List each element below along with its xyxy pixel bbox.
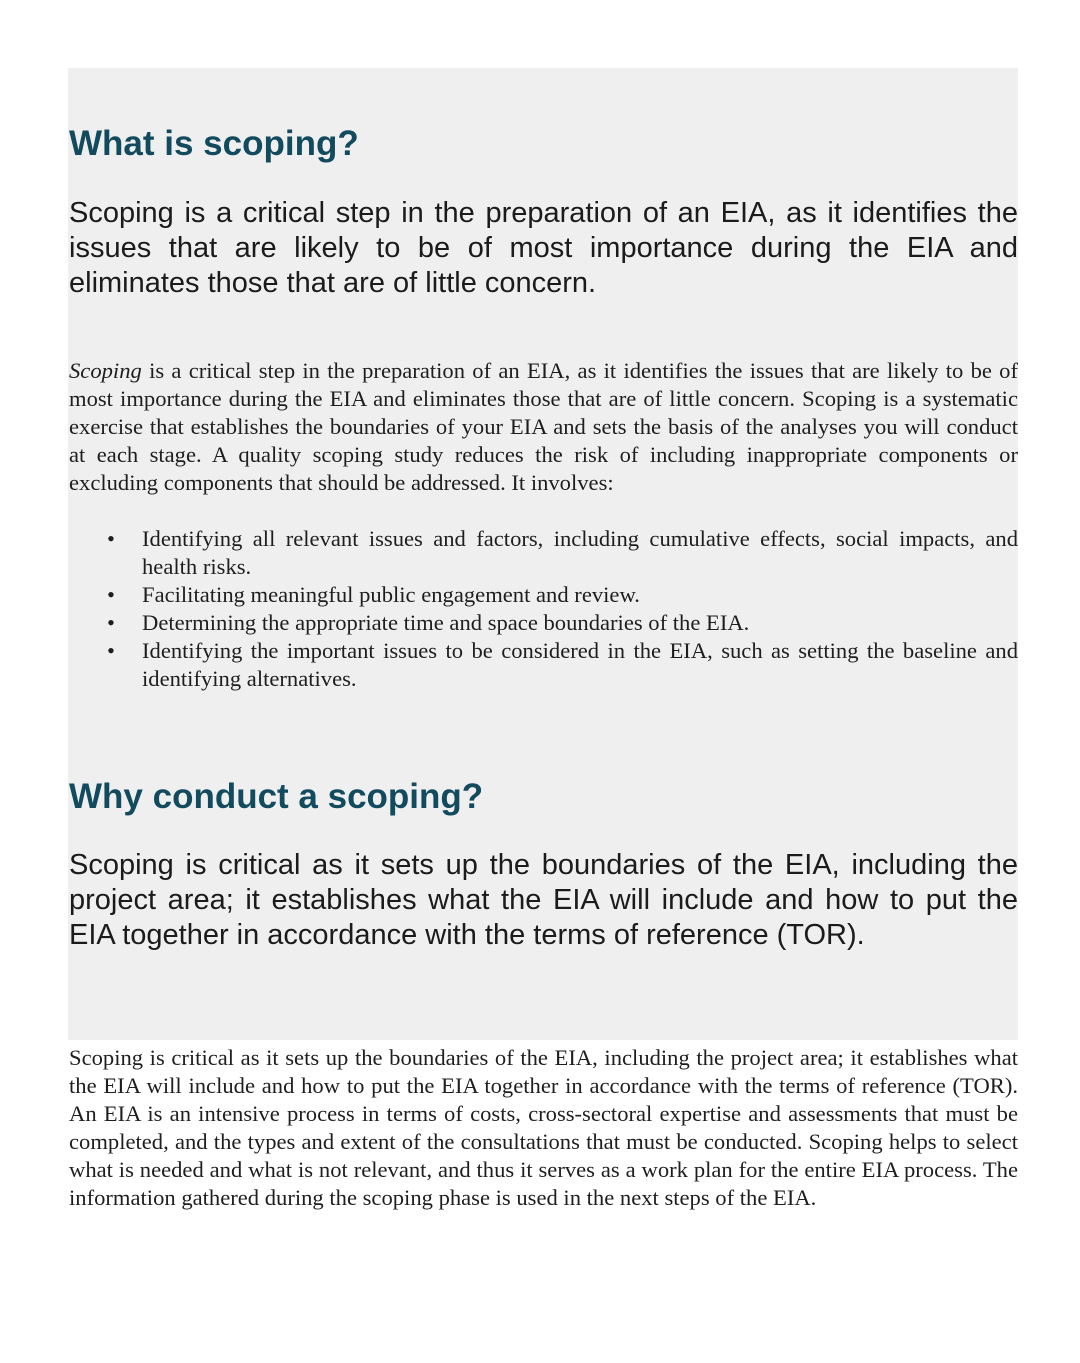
list-item-text: Determining the appropriate time and space boundaries of the EIA. <box>142 610 750 635</box>
summary-why-conduct-scoping: Scoping is critical as it sets up the boundaries of the EIA, including the project area; it establishes what the EIA will include and how to put the EIA together in accordance with the terms of reference (TOR). <box>69 849 1018 951</box>
list-item-text: Identifying all relevant issues and factors, including cumulative effects, social impacts, and health risks. <box>142 526 1018 579</box>
list-item <box>69 609 1018 637</box>
body-what-is-scoping <box>69 357 1018 497</box>
list-item <box>69 525 1018 581</box>
summary-what-is-scoping: Scoping is a critical step in the preparation of an EIA, as it identifies the issues that are likely to be of most importance during the EIA and eliminates those that are of little concern. <box>69 197 1018 299</box>
body-text-rest: is a critical step in the preparation of an EIA, as it identifies the issues that are likely to be of most importance during the EIA and eliminates those that are of little concern. Scoping is a systematic exercise that establishes the boundaries of your EIA and sets the basis of the analyses you will conduct at each stage. A quality scoping study reduces the risk of including inappropriate components or excluding components that should be addressed. It involves: <box>69 358 1018 495</box>
heading-why-conduct-scoping: Why conduct a scoping? <box>69 777 484 816</box>
heading-what-is-scoping: What is scoping? <box>69 124 359 163</box>
bullet-icon: • <box>107 582 115 607</box>
involvement-list <box>69 525 1018 693</box>
bullet-icon: • <box>107 610 115 635</box>
bullet-icon: • <box>107 526 115 551</box>
list-item <box>69 581 1018 609</box>
list-item-text: Identifying the important issues to be considered in the EIA, such as setting the baseline and identifying alternatives. <box>142 638 1018 691</box>
bullet-icon: • <box>107 638 115 663</box>
list-item <box>69 637 1018 693</box>
body-why-conduct-scoping: Scoping is critical as it sets up the boundaries of the EIA, including the project area; it establishes what the EIA will include and how to put the EIA together in accordance with the terms of reference (TOR). An EIA is an intensive process in terms of costs, cross-sectoral expertise and assessments that must be completed, and the types and extent of the consultations that must be conducted. Scoping helps to select what is needed and what is not relevant, and thus it serves as a work plan for the entire EIA process. The information gathered during the scoping phase is used in the next steps of the EIA. <box>69 1045 1018 1210</box>
body-lead-term: Scoping <box>69 358 142 383</box>
list-item-text: Facilitating meaningful public engagement and review. <box>142 582 640 607</box>
